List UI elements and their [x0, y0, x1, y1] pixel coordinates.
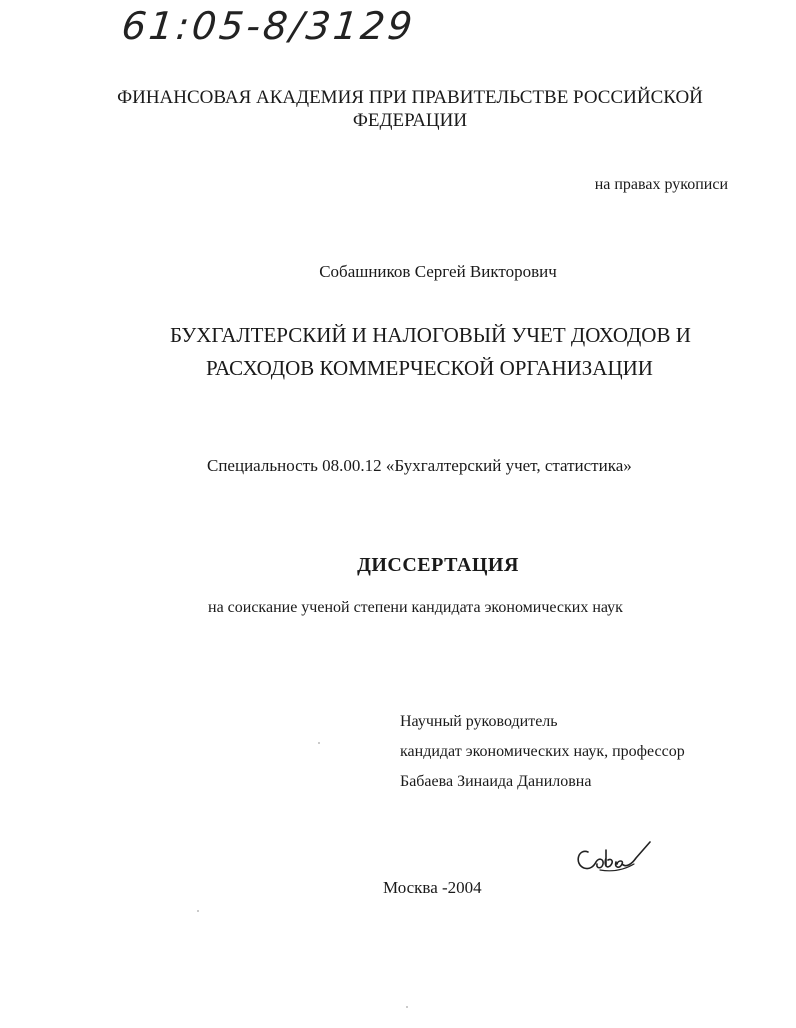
supervisor-block	[400, 707, 685, 797]
specialty: Специальность 08.00.12 «Бухгалтерский учет, статистика»	[207, 456, 632, 475]
city-year: Москва -2004	[383, 878, 482, 897]
degree-statement: на соискание ученой степени кандидата экономических наук	[208, 599, 623, 616]
scan-speck	[318, 742, 320, 744]
catalog-number: 61:05-8/3129	[119, 4, 418, 48]
title-line-1: БУХГАЛТЕРСКИЙ И НАЛОГОВЫЙ УЧЕТ ДОХОДОВ И	[170, 323, 691, 347]
rights-note: на правах рукописи	[594, 176, 728, 193]
supervisor-credentials: кандидат экономических наук, профессор	[400, 743, 685, 760]
supervisor-name: Бабаева Зинаида Даниловна	[400, 773, 592, 790]
supervisor-role: Научный руководитель	[400, 713, 558, 730]
signature	[570, 838, 660, 878]
author-name: Собашников Сергей Викторович	[319, 262, 557, 281]
scan-speck	[406, 1006, 408, 1008]
dissertation-title	[150, 319, 710, 385]
scan-speck	[197, 910, 199, 912]
title-line-2: РАСХОДОВ КОММЕРЧЕСКОЙ ОРГАНИЗАЦИИ	[206, 356, 653, 380]
institution-name: ФИНАНСОВАЯ АКАДЕМИЯ ПРИ ПРАВИТЕЛЬСТВЕ РОССИЙСКОЙ ФЕДЕРАЦИИ	[117, 87, 703, 131]
document-type: ДИССЕРТАЦИЯ	[357, 554, 519, 576]
